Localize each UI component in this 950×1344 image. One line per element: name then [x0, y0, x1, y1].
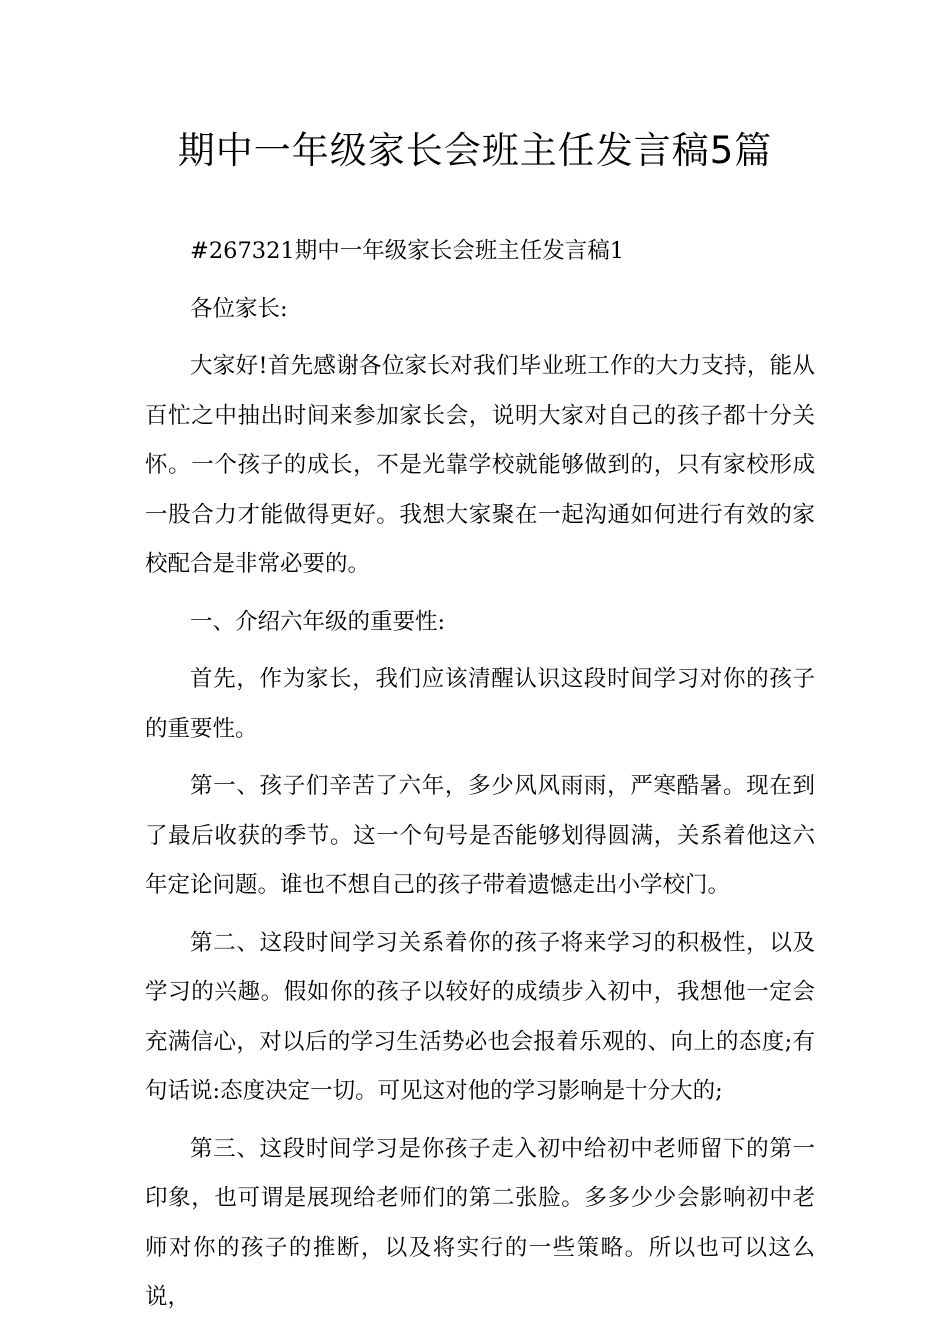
paragraph-heading: #267321期中一年级家长会班主任发言稿1 [190, 238, 625, 264]
paragraph-point-two: 第二、这段时间学习关系着你的孩子将来学习的积极性，以及学习的兴趣。假如你的孩子以较好的成绩步入初中，我想他一定会充满信心，对以后的学习生活势必也会报着乐观的、向上的态度;有句话说:态度决定一切。可见这对他的学习影响是十分大的; [145, 929, 815, 1104]
document-body [145, 227, 815, 1323]
paragraph-section-heading: 一、介绍六年级的重要性: [190, 608, 446, 635]
paragraph-first: 首先，作为家长，我们应该清醒认识这段时间学习对你的孩子的重要性。 [145, 666, 815, 742]
document-title: 期中一年级家长会班主任发言稿5篇 [177, 129, 773, 172]
paragraph-point-three: 第三、这段时间学习是你孩子走入初中给初中老师留下的第一印象，也可谓是展现给老师们的第二张脸。多多少少会影响初中老师对你的孩子的推断，以及将实行的一些策略。所以也可以这么说， [145, 1135, 815, 1310]
paragraph-point-one: 第一、孩子们辛苦了六年，多少风风雨雨，严寒酷暑。现在到了最后收获的季节。这一个句号是否能够划得圆满，关系着他这六年定论问题。谁也不想自己的孩子带着遗憾走出小学校门。 [145, 773, 815, 898]
paragraph-greeting: 大家好!首先感谢各位家长对我们毕业班工作的大力支持，能从百忙之中抽出时间来参加家长会，说明大家对自己的孩子都十分关怀。一个孩子的成长，不是光靠学校就能够做到的，只有家校形成一股合力才能做得更好。我想大家聚在一起沟通如何进行有效的家校配合是非常必要的。 [145, 353, 815, 577]
paragraph-salutation: 各位家长: [190, 295, 288, 322]
